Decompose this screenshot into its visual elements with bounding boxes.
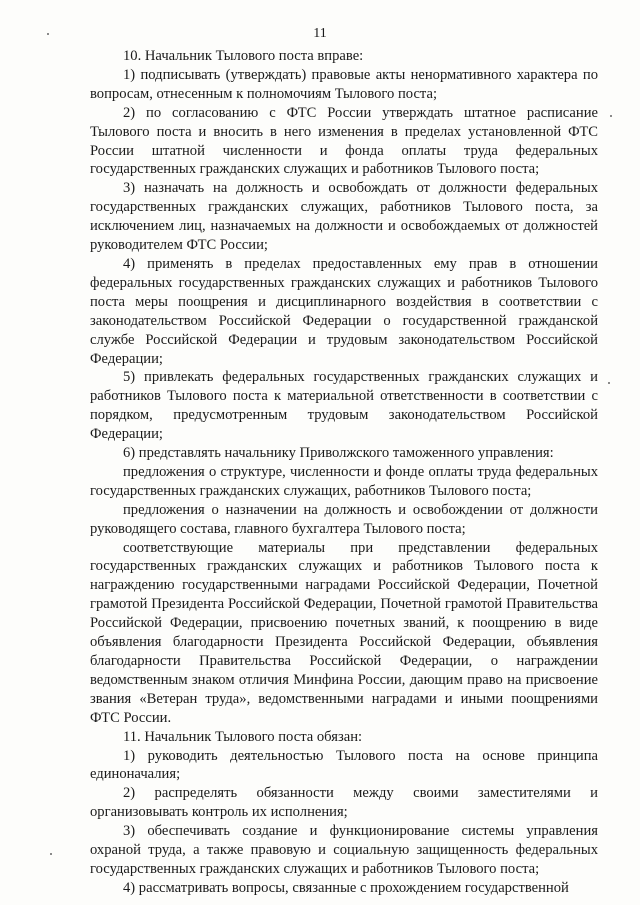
paragraph: 3) назначать на должность и освобождать от должности федеральных государственных гражданских служащих, работников Тылового поста, за исключением лиц, назначаемых на должности и освобождаемых от должностей руководителем ФТС России; bbox=[90, 180, 598, 254]
paragraph: предложения о назначении на должность и освобождении от должности руководящего состава, главного бухгалтера Тылового поста; bbox=[90, 501, 598, 537]
scan-speck bbox=[608, 382, 610, 384]
paragraph: 1) руководить деятельностью Тылового поста на основе принципа единоначалия; bbox=[90, 747, 598, 783]
scan-speck bbox=[47, 33, 49, 35]
paragraph: 2) распределять обязанности между своими заместителями и организовывать контроль их исполнения; bbox=[90, 785, 598, 821]
paragraph: 4) рассматривать вопросы, связанные с прохождением государственной bbox=[123, 879, 569, 896]
paragraph: 1) подписывать (утверждать) правовые акты ненормативного характера по вопросам, отнесенным к полномочиям Тылового поста; bbox=[90, 66, 598, 102]
paragraph: 6) представлять начальнику Приволжского таможенного управления: bbox=[123, 445, 554, 462]
paragraph: 4) применять в пределах предоставленных ему прав в отношении федеральных государственных гражданских служащих и работников Тылового поста меры поощрения и дисциплинарного воздействия в соответствии с законодательством Российской Федерации о государственной гражданской службе Российской Федерации и трудовым законодательством Российской Федерации; bbox=[90, 255, 598, 367]
paragraph: 2) по согласованию с ФТС России утверждать штатное расписание Тылового поста и вносить в него изменения в пределах установленной ФТС России штатной численности и фонда оплаты труда федеральных государственных гражданских служащих и работников Тылового поста; bbox=[90, 104, 598, 178]
paragraph: 5) привлекать федеральных государственных гражданских служащих и работников Тылового поста к материальной ответственности в соответствии с порядком, предусмотренным трудовым законодательством Российской Федерации; bbox=[90, 369, 598, 443]
page-number: 11 bbox=[313, 26, 327, 41]
paragraph: 11. Начальник Тылового поста обязан: bbox=[123, 728, 363, 745]
paragraph: 3) обеспечивать создание и функционирование системы управления охраной труда, а также правовую и социальную защищенность федеральных государственных гражданских служащих и работников Тылового поста; bbox=[90, 823, 598, 877]
paragraph: соответствующие материалы при представлении федеральных государственных гражданских служащих и работников Тылового поста к награждению государственными наградами Российской Федерации, Почетной грамотой Президента Российской Федерации, Почетной грамотой Правительства Российской Федерации, присвоению почетных званий, к поощрению в виде объявления благодарности Президента Российской Федерации, объявления благодарности Правительства Российской Федерации, о награждении ведомственным знаком отличия Минфина России, дающим право на присвоение звания «Ветеран труда», ведомственными наградами и иными поощрениями ФТС России. bbox=[90, 539, 598, 726]
scan-speck bbox=[50, 853, 52, 855]
scan-speck bbox=[610, 115, 612, 117]
paragraph: предложения о структуре, численности и фонде оплаты труда федеральных государственных гражданских служащих, работников Тылового поста; bbox=[90, 463, 598, 499]
document-body bbox=[90, 47, 598, 898]
paragraph: 10. Начальник Тылового поста вправе: bbox=[123, 48, 364, 64]
